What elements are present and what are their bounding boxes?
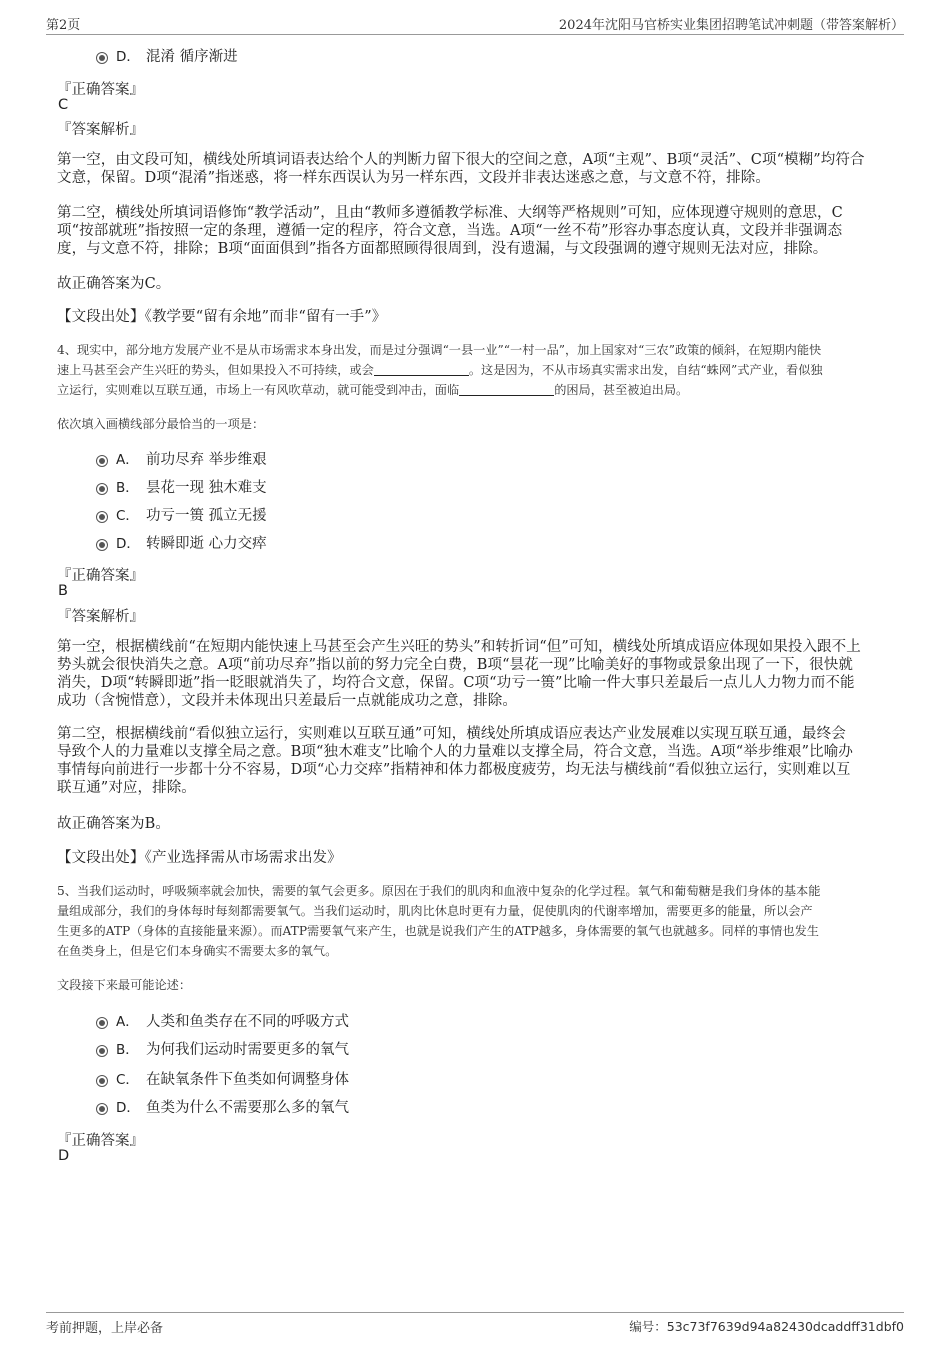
source-citation: 【文段出处】《产业选择需从市场需求出发》 [57, 850, 342, 866]
answer-label: 『正确答案』 [57, 568, 144, 584]
answer-value: D [58, 1148, 70, 1164]
document-title: 2024年沈阳马官桥实业集团招聘笔试冲刺题（带答案解析） [558, 18, 904, 33]
q5-option-c[interactable]: C． 在缺氧条件下鱼类如何调整身体 [96, 1069, 349, 1091]
conclusion: 故正确答案为C。 [57, 276, 171, 292]
analysis-label: 『答案解析』 [57, 122, 144, 138]
q4-option-c[interactable]: C． 功亏一篑 孤立无援 [96, 505, 267, 527]
radio-icon[interactable] [96, 455, 108, 467]
answer-label: 『正确答案』 [57, 82, 144, 98]
answer-label: 『正确答案』 [57, 1133, 144, 1149]
radio-icon[interactable] [96, 483, 108, 495]
answer-value: B [58, 583, 68, 599]
radio-icon[interactable] [96, 539, 108, 551]
analysis-paragraph: 第二空，横线处所填词语修饰“教学活动”，且由“教师多遵循教学标准、大纲等严格规则”可知，应体现遵守规则的意思，C 项“按部就班”指按照一定的条理，遵循一定的程序，符合文意，当选。A项“一丝不苟”形容办事态度认真，文段并非强调态 度，与文意不符，排除；B项“面面俱到”指各方面都照顾得很周到，没有遗漏，与文段强调的遵守规则无法对应，排除。 [57, 205, 843, 257]
question-stem: 4、现实中，部分地方发展产业不是从市场需求本身出发，而是过分强调“一县一业”“一村一品”，加上国家对“三农”政策的倾斜，在短期内能快 速上马甚至会产生兴旺的势头，但如果投入不可持续，或会 。这是因为，不从市场真实需求出发，自结“蛛网”式产业，看似独 立运行，实则难以互联互通，市场上一有风吹草动，就可能受到冲击，面临 的困局，甚至被迫出局。 [57, 343, 823, 397]
page-header [46, 14, 904, 35]
radio-icon[interactable] [96, 511, 108, 523]
analysis-label: 『答案解析』 [57, 609, 144, 625]
radio-icon[interactable] [96, 1017, 108, 1029]
source-citation: 【文段出处】《教学要“留有余地”而非“留有一手”》 [57, 309, 387, 325]
radio-icon[interactable] [96, 1103, 108, 1115]
document-id: 编号：53c73f7639d94a82430dcaddff31dbf0 [629, 1319, 904, 1334]
q3-option-d[interactable]: D． 混淆 循序渐进 [96, 46, 238, 68]
radio-icon[interactable] [96, 1075, 108, 1087]
q5-option-b[interactable]: B． 为何我们运动时需要更多的氧气 [96, 1039, 349, 1061]
analysis-paragraph: 第二空，根据横线前“看似独立运行，实则难以互联互通”可知，横线处所填成语应表达产业发展难以实现互联互通，最终会 导致个人的力量难以支撑全局之意。B项“独木难支”比喻个人的力量难以支撑全局，符合文意，当选。A项“举步维艰”比喻办 事情每向前进行一步都十分不容易，D项“心力交瘁”指精神和体力都极度疲劳，均无法与横线前“看似独立运行，实则难以互 联互通”对应，排除。 [57, 726, 853, 796]
radio-icon[interactable] [96, 1045, 108, 1057]
page-footer [46, 1312, 904, 1335]
q5-option-a[interactable]: A． 人类和鱼类存在不同的呼吸方式 [96, 1011, 349, 1033]
page-number: 第2页 [46, 18, 81, 33]
analysis-paragraph: 第一空，由文段可知，横线处所填词语表达给个人的判断力留下很大的空间之意，A项“主观”、B项“灵活”、C项“模糊”均符合 文意，保留。D项“混淆”指迷惑，将一样东西误认为另一样东西，文段并非表达迷惑之意，与文意不符，排除。 [57, 152, 865, 186]
question-prompt: 文段接下来最可能论述： [57, 978, 192, 992]
q5-option-d[interactable]: D． 鱼类为什么不需要那么多的氧气 [96, 1097, 349, 1119]
footer-slogan: 考前押题，上岸必备 [46, 1321, 164, 1336]
question-prompt: 依次填入画横线部分最恰当的一项是： [57, 417, 265, 431]
q4-option-d[interactable]: D． 转瞬即逝 心力交瘁 [96, 533, 267, 555]
blank-line [374, 363, 469, 376]
q4-option-b[interactable]: B． 昙花一现 独木难支 [96, 477, 267, 499]
question-stem: 5、当我们运动时，呼吸频率就会加快，需要的氧气会更多。原因在于我们的肌肉和血液中复杂的化学过程。氧气和葡萄糖是我们身体的基本能 量组成部分，我们的身体每时每刻都需要氧气。当我们运动时，肌肉比休息时更有力量，促使肌肉的代谢率增加，需要更多的能量，所以会产 生更多的ATP（身体的直接能量来源）。而ATP需要氧气来产生，也就是说我们产生的ATP越多，身体需要的氧气也就越多。同样的事情也发生 在鱼类身上，但是它们本身确实不需要太多的氧气。 [57, 884, 821, 958]
radio-icon[interactable] [96, 52, 108, 64]
q4-option-a[interactable]: A． 前功尽弃 举步维艰 [96, 449, 267, 471]
analysis-paragraph: 第一空，根据横线前“在短期内能快速上马甚至会产生兴旺的势头”和转折词“但”可知，横线处所填成语应体现如果投入跟不上 势头就会很快消失之意。A项“前功尽弃”指以前的努力完全白费，B项“昙花一现”比喻美好的事物或景象出现了一下，很快就 消失，D项“转瞬即逝”指一眨眼就消失了，均符合文意，保留。C项“功亏一篑”比喻一件大事只差最后一点儿人力物力而不能 成功（含惋惜意），文段并未体现出只差最后一点就能成功之意，排除。 [57, 639, 861, 709]
blank-line [459, 383, 554, 396]
conclusion: 故正确答案为B。 [57, 816, 170, 832]
answer-value: C [58, 97, 69, 113]
